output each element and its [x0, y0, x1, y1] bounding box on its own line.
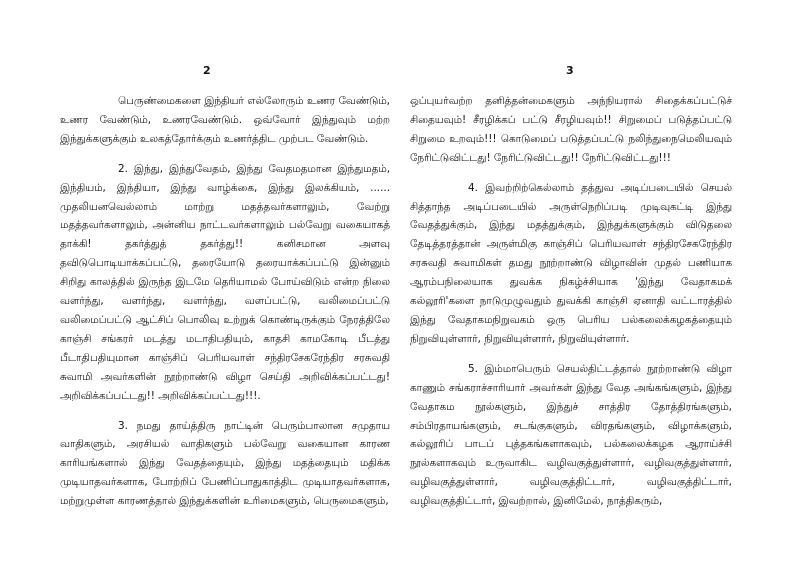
right-page-number: 3 [566, 64, 574, 77]
left-paragraph-2: 2. இந்து, இந்துவேதம், இந்து வேதமதமான இந்துமதம், இந்தியம், இந்தியா, இந்து வாழ்க்கை, இந்து இலக்கியம், ...... முதலியனவெல்லாம் மாற்று மதத்தவர்களாலும், வேற்று மதத்தவர்களாலும், அன்னிய நாட்டவர்களாலும் பல்வேறு வகையாகத் தாக்கி! தகர்த்துத் தகர்த்து!! கனிசமான அளவு தவிடுபொடியாக்கப்பட்டு, தரையோடு தரையாக்கப்பட்டு இன்னும் சிறிது காலத்தில் இருந்த இடமே தெரியாமல் போய்விடும் என்ற நிலை வளர்ந்து, வளர்ந்து, வளர்ந்து, வளப்பட்டு, வலிமைப்பட்டு வலிமைப்பட்டு ஆட்சிப் பொலிவு உற்றுக் கொண்டிருக்கும் நேரத்திலே காஞ்சி சங்கரர் மடத்து மடாதிபதியும், காதசி காமகோடி பீடத்து பீடாதிபதியுமான காஞ்சிப் பெரியவாள் சந்திரசேகரேந்திர சரசுவதி சுவாமி அவர்களின் நூற்றாண்டு விழா செய்தி அறிவிக்கப்பட்டது! அறிவிக்கப்பட்டது!! அறிவிக்கப்பட்டது!!!. [60, 162, 390, 402]
left-page-number: 2 [203, 64, 211, 77]
right-paragraph-4: 4. இவற்றிற்கெல்லாம் தத்துவ அடிப்படையில் செயல் சித்தாந்த அடிப்படையில் அருள்நெறிப்படி முடிவுகட்டி இந்து வேதத்துக்கும், இந்து மதத்துக்கும், இந்துக்களுக்கும் விடுதலை தேடித்தரத்தான் அருள்மிகு காஞ்சிப் பெரியவாள் சந்திரசேகரேந்திர சரசுவதி சுவாமிகள் தமது நூற்றாண்டு விழாவின் முதல் பணியாக ஆரம்பநிலையாக துவக்க நிகழ்ச்சியாக 'இந்து வேதாகமக் கல்லூரி'களை நாடுமுழுவதும் துவக்கி காஞ்சி ஏனாதி வட்டாரத்தில் இந்து வேதாகமநிறுவகம் ஒரு பெரிய பல்கலைக்கழகத்தையும் நிறுவியுள்ளார், நிறுவியுள்ளார், நிறுவியுள்ளார். [410, 181, 732, 345]
left-paragraph-intro: பெருண்மைகளை இந்தியர் எல்லோரும் உணர வேண்டும், உணர வேண்டும், உணரவேண்டும். ஒவ்வோர் இந்துவும் மற்ற இந்துக்களுக்கும் உலகத்தோர்க்கும் உணர்த்திட முற்பட வேண்டும். [60, 95, 390, 145]
right-paragraph-5: 5. இம்மாபெரும் செயல்திட்டத்தால் நூற்றாண்டு விழா காணும் சங்கராச்சாரியார் அவர்கள் இந்து வேத அங்கங்களும், இந்து வேதாகம நூல்களும், இந்துச் சாத்திர தோத்திரங்களும், சம்பிரதாயங்களும், சடங்குகளும், விரதங்களும், விழாக்களும், கல்லூரிப் பாடப் புத்தகங்களாகவும், பல்கலைக்கழக ஆராய்ச்சி நூல்களாகவும் உருவாகிட வழிவகுத்துள்ளார், வழிவகுத்துள்ளார், வழிவகுத்துள்ளார், வழிவகுத்திட்டார், வழிவகுத்திட்டார், வழிவகுத்திட்டார், இவற்றால், இனிமேல், நாத்திகரும், [410, 362, 732, 508]
right-paragraph-continued: ஒப்புயர்வற்ற தனித்தன்மைகளும் அந்நியரால் சிதைக்கப்பட்டுச் சிதையவும்! சீரழிக்கப் பட்டு சீரழியவும்!! சிறுமைப் படுத்தப்பட்டு சிறுமை உறவும்!!! கொடுமைப் படுத்தப்பட்டு நலிந்துநைமெலியவும் நேரிட்டுவிட்டது! நேரிட்டுவிட்டது!! நேரிட்டுவிட்டது!!! [410, 95, 732, 164]
left-paragraph-3: 3. நமது தாய்த்திரு நாட்டின் பெரும்பாலான சமுதாய வாதிகளும், அரசியல் வாதிகளும் பல்வேறு வகையான காரண காரியங்களால் இந்து வேதத்தையும், இந்து மதத்தையும் மதிக்க முடியாதவர்களாக, போற்றிப் பேணிப்பாதுகாத்திட முடியாதவர்களாக, மற்றுமுள்ள காரணத்தால் இந்துக்களின் உரிமைகளும், பெருமைகளும், [60, 419, 390, 508]
left-page-body [60, 92, 390, 522]
right-page-body [410, 92, 732, 522]
